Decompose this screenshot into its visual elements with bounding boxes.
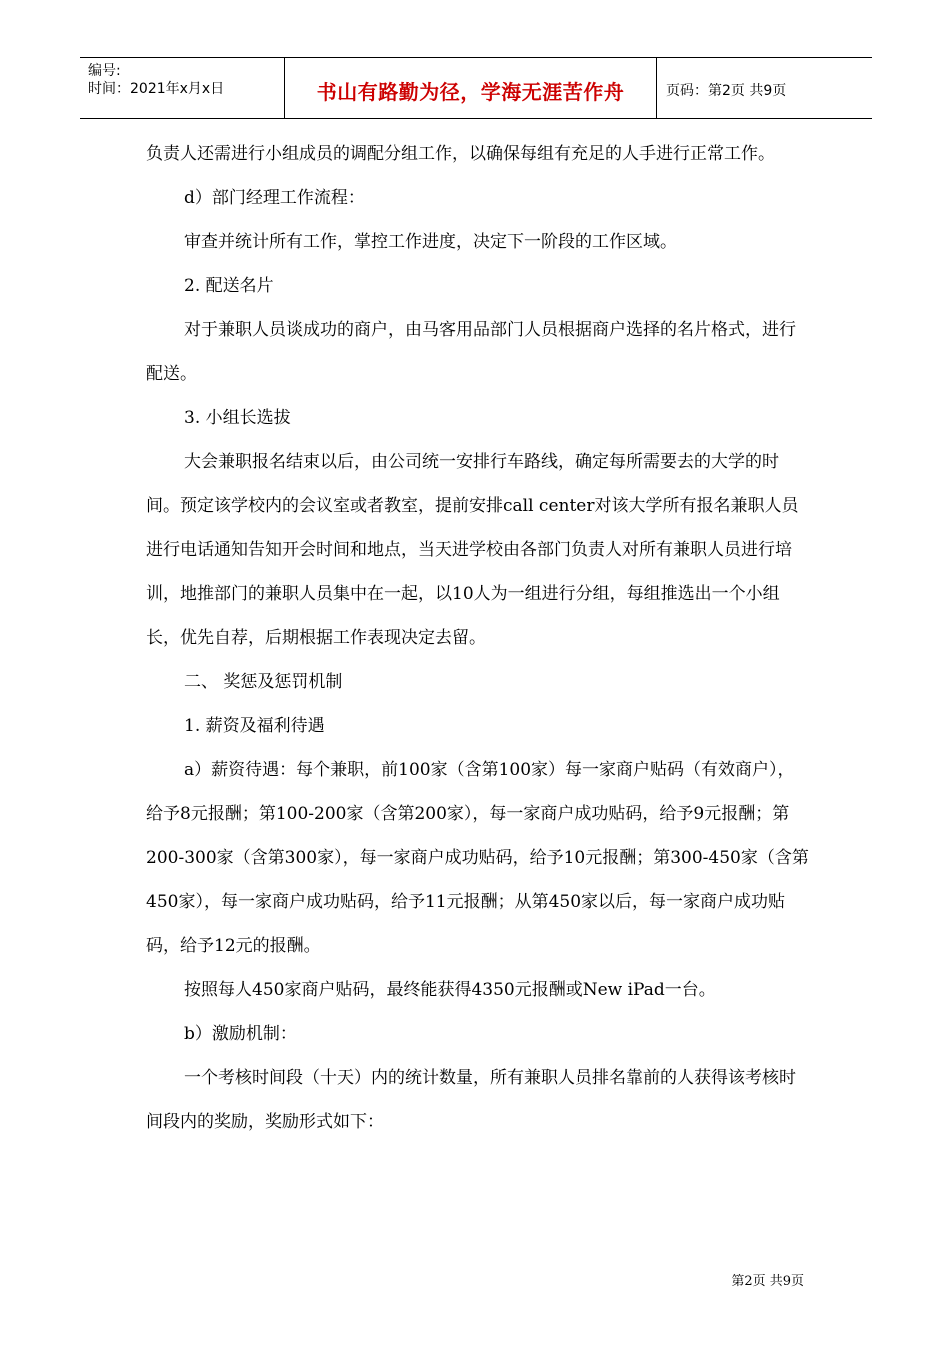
paragraph: 大会兼职报名结束以后，由公司统一安排行车路线，确定每所需要去的大学的时间。预定该学校内的会议室或者教室，提前安排call center对该大学所有报名兼职人员进行电话通知告知开会时间和地点，当天进学校由各部门负责人对所有兼职人员进行培训，地推部门的兼职人员集中在一起，以10人为一组进行分组，每组推选出一个小组长，优先自荐，后期根据工作表现决定去留。: [146, 452, 799, 648]
section-heading: 2. 配送名片: [184, 276, 274, 296]
section-heading: 3. 小组长选拔: [184, 408, 291, 428]
section-heading: 二、 奖惩及惩罚机制: [184, 672, 343, 692]
document-body: [146, 132, 810, 1144]
header-divider: [656, 58, 657, 118]
header-meta: [88, 62, 288, 98]
paragraph: b）激励机制：: [184, 1024, 297, 1044]
paragraph: 对于兼职人员谈成功的商户，由马客用品部门人员根据商户选择的名片格式，进行配送。: [146, 320, 796, 384]
paragraph: 审查并统计所有工作，掌控工作进度，决定下一阶段的工作区域。: [184, 232, 677, 252]
header-motto: 书山有路勤为径，学海无涯苦作舟: [316, 80, 625, 104]
paragraph: 负责人还需进行小组成员的调配分组工作，以确保每组有充足的人手进行正常工作。: [146, 144, 775, 164]
paragraph: 一个考核时间段（十天）内的统计数量，所有兼职人员排名靠前的人获得该考核时间段内的奖励，奖励形式如下：: [146, 1068, 796, 1132]
paragraph: d）部门经理工作流程：: [184, 188, 365, 208]
section-heading: 1. 薪资及福利待遇: [184, 716, 325, 736]
document-time-label: 时间：2021年x月x日: [88, 81, 225, 97]
page-header: [80, 57, 872, 119]
header-page-number: 页码：第2页 共9页: [666, 83, 787, 99]
document-number-label: 编号:: [88, 63, 121, 79]
page-footer: 第2页 共9页: [731, 1274, 804, 1289]
paragraph: a）薪资待遇：每个兼职，前100家（含第100家）每一家商户贴码（有效商户），给予8元报酬；第100-200家（含第200家），每一家商户成功贴码，给予9元报酬；第200-300家（含第300家），每一家商户成功贴码，给予10元报酬；第300-450家（含第450家），每一家商户成功贴码，给予11元报酬；从第450家以后，每一家商户成功贴码，给予12元的报酬。: [146, 760, 809, 956]
paragraph: 按照每人450家商户贴码，最终能获得4350元报酬或New iPad一台。: [184, 980, 716, 1000]
